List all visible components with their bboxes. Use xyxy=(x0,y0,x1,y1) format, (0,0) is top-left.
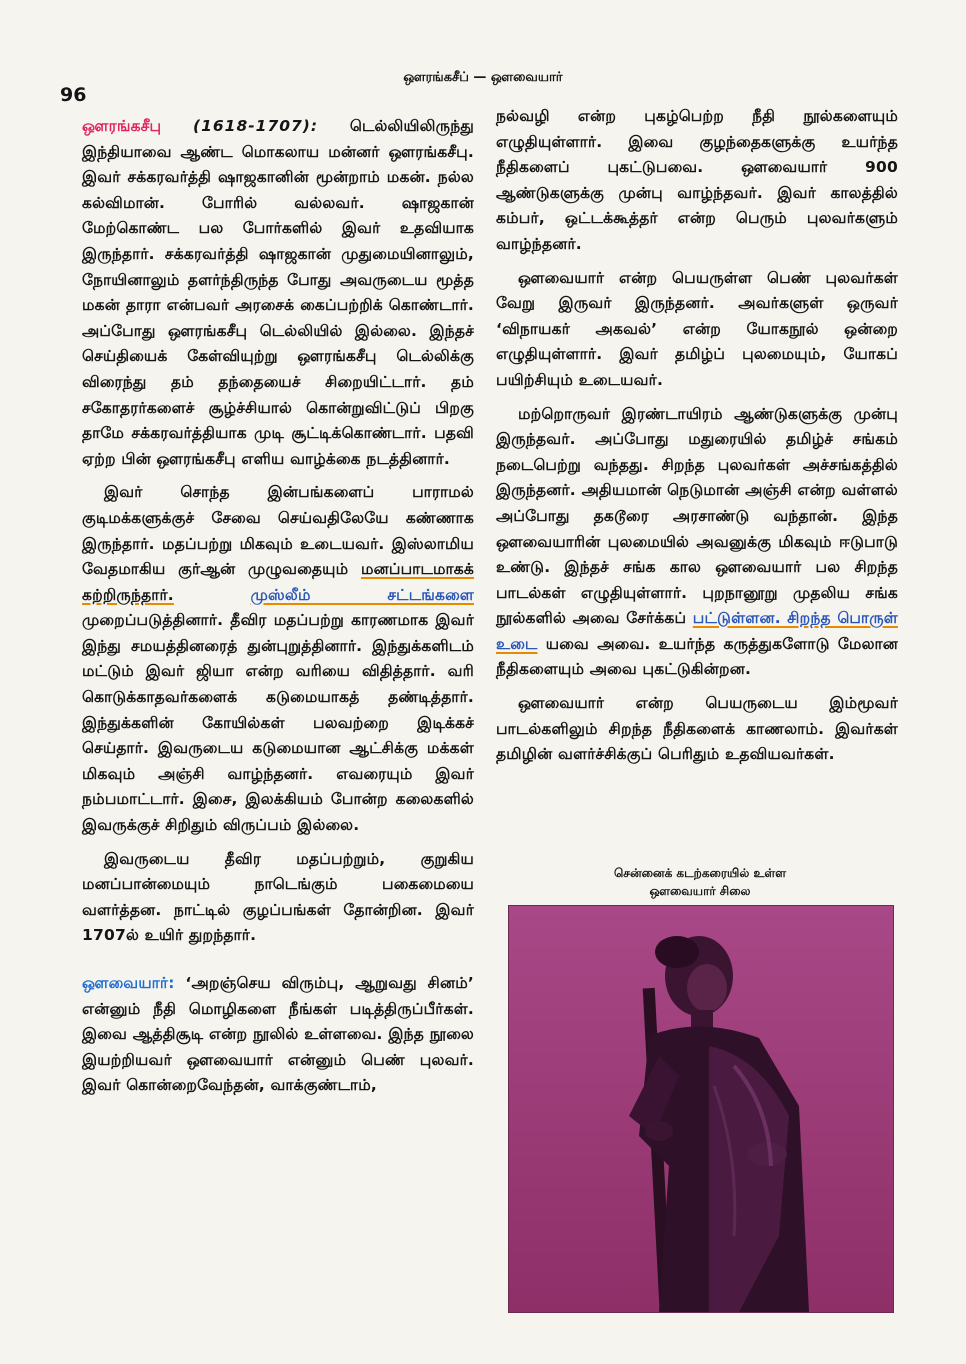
sangam-avvaiyar-paragraph xyxy=(496,402,898,684)
avvaiyar-works-paragraph: நல்வழி என்ற புகழ்பெற்ற நீதி நூல்களையும் எழுதியுள்ளார். இவை குழந்தைகளுக்கு உயர்ந்த நீதிகளைப் புகட்டுபவை. ஔவையார் 900 ஆண்டுகளுக்கு முன்பு வாழ்ந்தவர். இவர் காலத்தில் கம்பர், ஒட்டக்கூத்தர் என்ற பெரும் புலவர்களும் வாழ்ந்தனர். xyxy=(496,107,898,253)
paragraph-text: யவை அவை. உயர்ந்த கருத்துகளோடு மேலான நீதிகளையும் அவை புகட்டுகின்றன. xyxy=(496,634,898,679)
left-column xyxy=(82,114,474,1107)
aurangzeb-dates: (1618-1707): xyxy=(193,117,319,135)
photo-caption xyxy=(510,864,890,900)
conclusion-paragraph: ஔவையார் என்ற பெயருடைய இம்மூவர் பாடல்களிலும் சிறந்த நீதிகளைக் காணலாம். இவர்கள் தமிழின் வளர்ச்சிக்குப் பெரிதும் உதவியவர்கள். xyxy=(496,694,898,764)
avvaiyar-paragraph xyxy=(82,971,474,1099)
underlined-text: மனப்பாடமாகக் கற்றிருந்தார். xyxy=(82,560,474,604)
paragraph-text: முறைப்படுத்தினார். தீவிர மதப்பற்று காரணமாக இவர் இந்து சமயத்தினரைத் துன்புறுத்தினார். இந்துக்களிடம் மட்டும் இவர் ஜியா என்ற வரியை விதித்தார். வரி கொடுக்காதவர்களைக் கடுமையாகத் தண்டித்தார். இந்துக்களின் கோயில்கள் பலவற்றை இடிக்கச் செய்தார். இவருடைய கடுமையான ஆட்சிக்கு மக்கள் மிகவும் அஞ்சி வாழ்ந்தனர். எவரையும் இவர் நம்பமாட்டார். இசை, இலக்கியம் போன்ற கலைகளில் இவருக்குச் சிறிதும் விருப்பம் இல்லை. xyxy=(82,611,474,835)
aurangzeb-religion-paragraph xyxy=(82,480,474,838)
aurangzeb-end-paragraph: இவருடைய தீவிர மதப்பற்றும், குறுகிய மனப்பான்மையும் நாடெங்கும் பகைமையை வளர்த்தன. நாட்டில் குழப்பங்கள் தோன்றின. இவர் 1707ல் உயிர் துறந்தார். xyxy=(82,849,474,945)
aurangzeb-paragraph xyxy=(82,114,474,472)
right-column xyxy=(496,104,898,776)
paragraph-text: இவர் சொந்த இன்பங்களைப் பாராமல் குடிமக்களுக்குச் சேவை செய்வதிலேயே கண்ணாக இருந்தார். மதப்பற்று மிகவும் உடையவர். இஸ்லாமிய வேதமாகிய குர்ஆன் முழுவதையும் xyxy=(82,483,474,579)
blue-highlight-text: பட்டுள்ளன. சிறந்த பொருள் உடை xyxy=(496,609,898,653)
blue-highlight-text: முஸ்லீம் சட்டங்களை xyxy=(250,585,474,604)
avvaiyar-intro-text: ‘அறஞ்செய விரும்பு, ஆறுவது சினம்’ என்னும் நீதி மொழிகளை நீங்கள் படித்திருப்பீர்கள். இவை ஆத்திசூடி என்ற நூலில் உள்ளவை. இந்த நூலை இயற்றியவர் ஔவையார் என்னும் பெண் புலவர். இவர் கொன்றைவேந்தன், வாக்குண்டாம், xyxy=(82,974,474,1095)
caption-line: ஔவையார் சிலை xyxy=(649,884,751,898)
paragraph-text: மற்றொருவர் இரண்டாயிரம் ஆண்டுகளுக்கு முன்பு இருந்தவர். அப்போது மதுரையில் தமிழ்ச் சங்கம் நடைபெற்று வந்தது. சிறந்த புலவர்கள் அச்சங்கத்தில் இருந்தனர். அதியமான் நெடுமான் அஞ்சி என்ற வள்ளல் அப்போது தகடூரை அரசாண்டு வந்தான். இந்த ஔவையாரின் புலமையில் அவனுக்கு மிகவும் ஈடுபாடு உண்டு. இந்தச் சங்க கால ஔவையார் பல சிறந்த பாடல்கள் எழுதியுள்ளார். புறநானூறு முதலிய சங்க நூல்களில் அவை சேர்க்கப் xyxy=(496,404,898,628)
statue-illustration xyxy=(509,906,893,1312)
avvaiyar-heading: ஔவையார்: xyxy=(82,974,175,992)
avvaiyar-statue-photo xyxy=(508,905,894,1313)
caption-line: சென்னைக் கடற்கரையில் உள்ள xyxy=(613,866,787,880)
page-number: 96 xyxy=(60,84,87,106)
other-avvaiyars-paragraph: ஔவையார் என்ற பெயருள்ள பெண் புலவர்கள் வேறு இருவர் இருந்தனர். அவர்களுள் ஒருவர் ‘விநாயகர் அகவல்’ என்ற யோகநூல் ஒன்றை எழுதியுள்ளார். இவர் தமிழ்ப் புலமையும், யோகப் பயிற்சியும் உடையவர். xyxy=(496,268,898,389)
aurangzeb-intro-text: டெல்லியிலிருந்து இந்தியாவை ஆண்ட மொகலாய மன்னர் ஔரங்கசீபு. இவர் சக்கரவர்த்தி ஷாஜகானின் மூன்றாம் மகன். நல்ல கல்விமான். போரில் வல்லவர். ஷாஜகான் மேற்கொண்ட பல போர்களில் இவர் உதவியாக இருந்தார். சக்கரவர்த்தி ஷாஜகான் முதுமையினாலும், நோயினாலும் தளர்ந்திருந்த போது அவருடைய மூத்த மகன் தாரா என்பவர் அரசைக் கைப்பற்றிக் கொண்டார். அப்போது ஔரங்கசீபு டெல்லியில் இல்லை. இந்தச் செய்தியைக் கேள்வியுற்று ஔரங்கசீபு டெல்லிக்கு விரைந்து தம் தந்தையைச் சிறையிட்டார். தம் சகோதரர்களைச் சூழ்ச்சியால் கொன்றுவிட்டுப் பிறகு தாமே சக்கரவர்த்தியாக முடி சூட்டிக்கொண்டார். பதவி ஏற்ற பின் ஔரங்கசீபு எளிய வாழ்க்கை நடத்தினார். xyxy=(82,117,474,468)
aurangzeb-heading: ஔரங்கசீபு xyxy=(82,117,162,135)
running-header: ஔரங்கசீப் — ஔவையார் xyxy=(403,70,563,85)
